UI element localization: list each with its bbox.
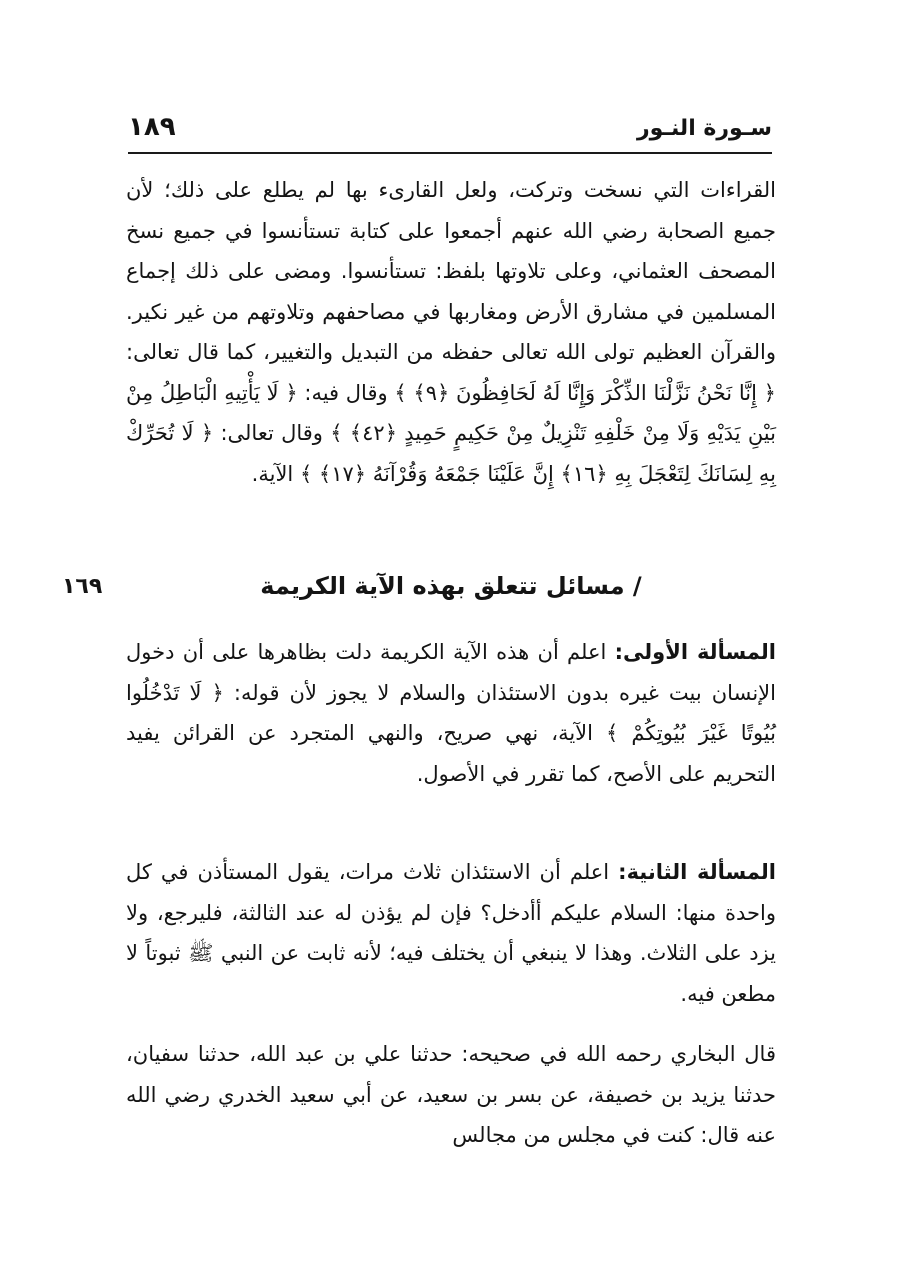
first-issue-paragraph xyxy=(126,632,776,794)
hadith-paragraph xyxy=(126,1034,776,1156)
section-title: / مسائل تتعلق بهذه الآية الكريمة xyxy=(260,572,642,600)
intro-text-3: وقال تعالى: xyxy=(220,421,323,445)
quran-verse-nur-27: ﴿ لَا تَدْخُلُوا بُيُوتًا غَيْرَ بُيُوتِكُمْ ﴾ xyxy=(126,680,776,745)
intro-paragraph xyxy=(126,170,776,494)
second-issue-text: اعلم أن الاستئذان ثلاث مرات، يقول المستأذن في كل واحدة منها: السلام عليكم أأدخل؟ فإن لم يؤذن له عند الثالثة، فليرجع، ولا يزد على الثلاث. وهذا لا ينبغي أن يختلف فيه؛ لأنه ثابت عن النبي ﷺ ثبوتاً لا مطعن فيه. xyxy=(126,860,776,1006)
page-header xyxy=(128,108,772,154)
first-issue-text-1: اعلم أن هذه الآية الكريمة دلت بظاهرها على أن دخول الإنسان بيت غيره بدون الاستئذان والسلام لا يجوز لأن قوله: xyxy=(126,640,776,705)
intro-text-4: الآية. xyxy=(251,461,294,486)
quran-verse-qiyamah-16-17: ﴿ لَا تُحَرِّكْ بِهِ لِسَانَكَ لِتَعْجَلَ بِهِ ﴿١٦﴾ إِنَّ عَلَيْنَا جَمْعَهُ وَقُرْآنَهُ ﴿١٧﴾ ﴾ xyxy=(126,421,776,486)
margin-page-number: ١٦٩ xyxy=(62,574,103,599)
quran-verse-fussilat-42: ﴿ لَا يَأْتِيهِ الْبَاطِلُ مِنْ بَيْنِ يَدَيْهِ وَلَا مِنْ خَلْفِهِ تَنْزِيلٌ مِنْ حَكِيمٍ حَمِيدٍ ﴿٤٢﴾ ﴾ xyxy=(126,380,776,445)
intro-text-1: القراءات التي نسخت وتركت، ولعل القارىء بها لم يطلع على ذلك؛ لأن جميع الصحابة رضي الله عنهم أجمعوا على كتابة تستأنسوا في جميع نسخ المصحف العثماني، وعلى تلاوتها بلفظ: تستأنسوا. ومضى على ذلك إجماع المسلمين في مشارق الأرض ومغاربها في مصاحفهم وتلاوتهم من غير نكير. والقرآن العظيم تولى الله تعالى حفظه من التبديل والتغيير، كما قال تعالى: xyxy=(126,178,776,364)
intro-text-2: وقال فيه: xyxy=(304,380,388,405)
section-heading xyxy=(126,570,776,610)
second-issue-paragraph xyxy=(126,852,776,1014)
surah-title: سـورة النـور xyxy=(636,116,772,141)
hadith-text: قال البخاري رحمه الله في صحيحه: حدثنا علي بن عبد الله، حدثنا سفيان، حدثنا يزيد بن خصيفة، عن بسر بن سعيد، عن أبي سعيد الخدري رضي الله عنه قال: كنت في مجلس من مجالس xyxy=(126,1042,776,1147)
first-issue-label: المسألة الأولى: xyxy=(614,640,776,664)
quran-verse-hijr-9: ﴿ إِنَّا نَحْنُ نَزَّلْنَا الذِّكْرَ وَإِنَّا لَهُ لَحَافِظُونَ ﴿٩﴾ ﴾ xyxy=(387,380,776,405)
page-number: ١٨٩ xyxy=(128,112,176,142)
second-issue-label: المسألة الثانية: xyxy=(618,860,777,884)
first-issue-text-2: الآية، نهي صريح، والنهي المتجرد عن القرائن يفيد التحريم على الأصح، كما تقرر في الأصول. xyxy=(126,721,776,786)
